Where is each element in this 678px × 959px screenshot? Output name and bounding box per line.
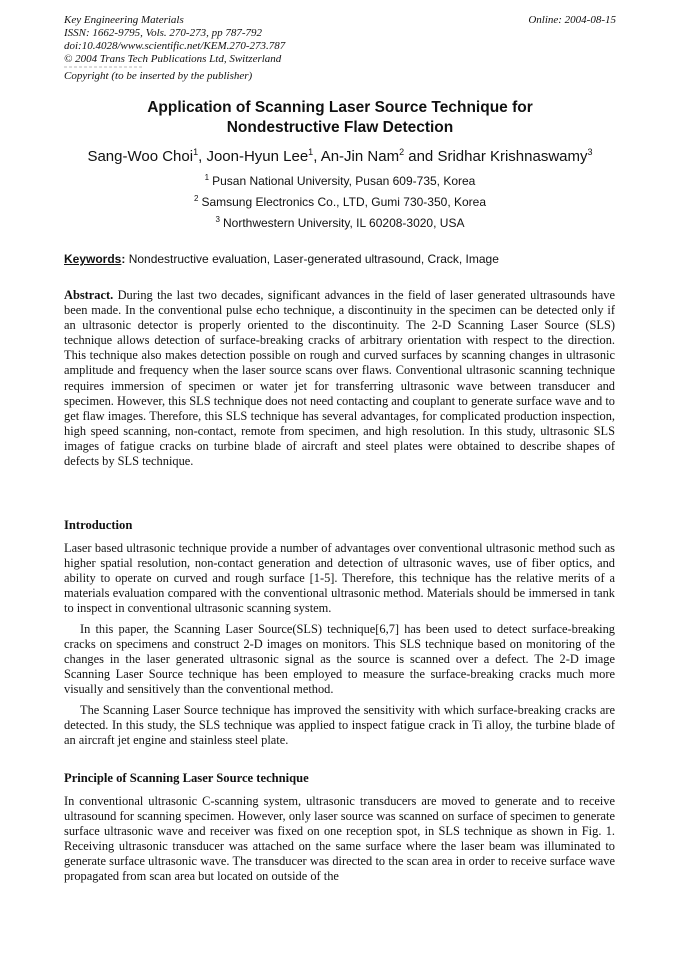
intro-paragraph-1: Laser based ultrasonic technique provide a number of advantages over conventional ultrasonic method such as higher spatial resolution, non-contact generation and detection of ultrasonic waves, use of fiber optics, and ability to operate on curved and rough surface [1-5]. Therefore, this technique has the relative merits of a materials evaluation compared with the conventional ultrasonic method. Materials should be immersed in tank to inspect in conventional ultrasonic scanning system. [64,541,615,616]
keywords-colon: : [121,252,126,266]
author-list [40,147,640,167]
affiliation-3 [64,215,616,231]
abstract-text: During the last two decades, significant advances in the field of laser generated ultrasounds have been made. In the conventional pulse echo technique, a discontinuity in the specimen can be detected only if an ultrasonic detector is properly oriented to the discontinuity. The 2-D Scanning Laser Source (SLS) technique allows detection of surface-breaking cracks of arbitrary orientation with respect to the direction. This technique also makes detection possible on rough and curved surfaces by scanning changes in ultrasonic amplitude and frequency when the laser source scans over flaws. Conventional ultrasonic scanning technique requires immersion of specimen or water jet for transferring ultrasonic wave between transducer and specimen. However, this SLS technique does not need contacting and couplant to generate surface wave and to get flaw images. Therefore, this SLS technique has several advantages, for complicated production inspection, high speed scanning, non-contact, remote from specimen, and high resolution. In this study, ultrasonic SLS images of fatigue cracks on turbine blade of aircraft and steel plates were obtained to describe shapes of defects by SLS technique. [64,288,615,469]
keywords-text: Nondestructive evaluation, Laser-generated ultrasound, Crack, Image [125,252,499,266]
publisher-line: © 2004 Trans Tech Publications Ltd, Switzerland [64,53,282,65]
author-affil-mark: 1 [193,147,199,157]
author-affil-mark: 2 [399,147,405,157]
intro-paragraph-3: The Scanning Laser Source technique has improved the sensitivity with which surface-breaking cracks are detected. In this study, the SLS technique was applied to inspect fatigue crack in Ti alloy, the turbine blade of an aircraft jet engine and stainless steel plate. [64,703,615,748]
section-heading-principle: Principle of Scanning Laser Source technique [64,771,309,785]
affiliation-1 [64,173,616,189]
author-separator: and [404,148,438,165]
affiliation-2 [64,194,616,210]
affiliation-text: Pusan National University, Pusan 609-735, Korea [212,174,476,188]
affiliation-text: Samsung Electronics Co., LTD, Gumi 730-350, Korea [201,195,487,209]
intro-paragraph-2: In this paper, the Scanning Laser Source(SLS) technique[6,7] has been used to detect surface-breaking cracks on specimens and construct 2-D images on monitors. This SLS technique based on monitoring of the changes in the laser generated ultrasonic signal as the source is scanned over a defect. The 2-D image Scanning Laser Source technique has been employed to measure the surface-breaking cracks much more visually and sensitively than the conventional method. [64,622,615,697]
keywords-label: Keywords [64,252,122,266]
abstract-label: Abstract. [64,288,114,302]
affiliation-number: 3 [215,215,220,224]
title-line-1: Application of Scanning Laser Source Technique for [147,99,533,116]
principle-paragraph-1: In conventional ultrasonic C-scanning system, ultrasonic transducers are moved to generate and to receive ultrasound for scanning specimen. However, only laser source was scanned on surface of specimen to generate surface ultrasonic wave and receiver was fixed on one reception spot, in SLS technique as shown in Fig. 1. Receiving ultrasonic transducer was attached on the same surface where the laser beam was illuminated to generate surface ultrasonic wave. The transducer was directed to the scan area in order to receive surface wave propagated from scan area but located on outside of the [64,794,615,884]
author-name: Sang-Woo Choi [87,148,194,165]
affiliation-number: 2 [193,194,199,203]
copyright-note: Copyright (to be inserted by the publisher) [64,70,253,82]
online-date: Online: 2004-08-15 [528,14,616,26]
journal-name: Key Engineering Materials [64,14,184,26]
issn-line: ISSN: 1662-9795, Vols. 270-273, pp 787-792 [64,27,262,39]
author-name: Sridhar Krishnaswamy [437,148,588,165]
author-affil-mark: 3 [587,147,593,157]
keywords-line [64,251,616,267]
affiliation-number: 1 [204,173,210,182]
title-line-2: Nondestructive Flaw Detection [226,119,454,136]
clipped-text-remnant [64,66,144,68]
affiliation-text: Northwestern University, IL 60208-3020, USA [223,216,465,230]
author-affil-mark: 1 [308,147,314,157]
author-name: An-Jin Nam [320,148,400,165]
section-heading-introduction: Introduction [64,518,133,532]
paper-title [64,98,616,138]
doi-line: doi:10.4028/www.scientific.net/KEM.270-273.787 [64,40,286,52]
author-separator: , [313,148,321,165]
author-separator: , [198,148,207,165]
abstract-paragraph [64,288,615,469]
author-name: Joon-Hyun Lee [206,148,309,165]
